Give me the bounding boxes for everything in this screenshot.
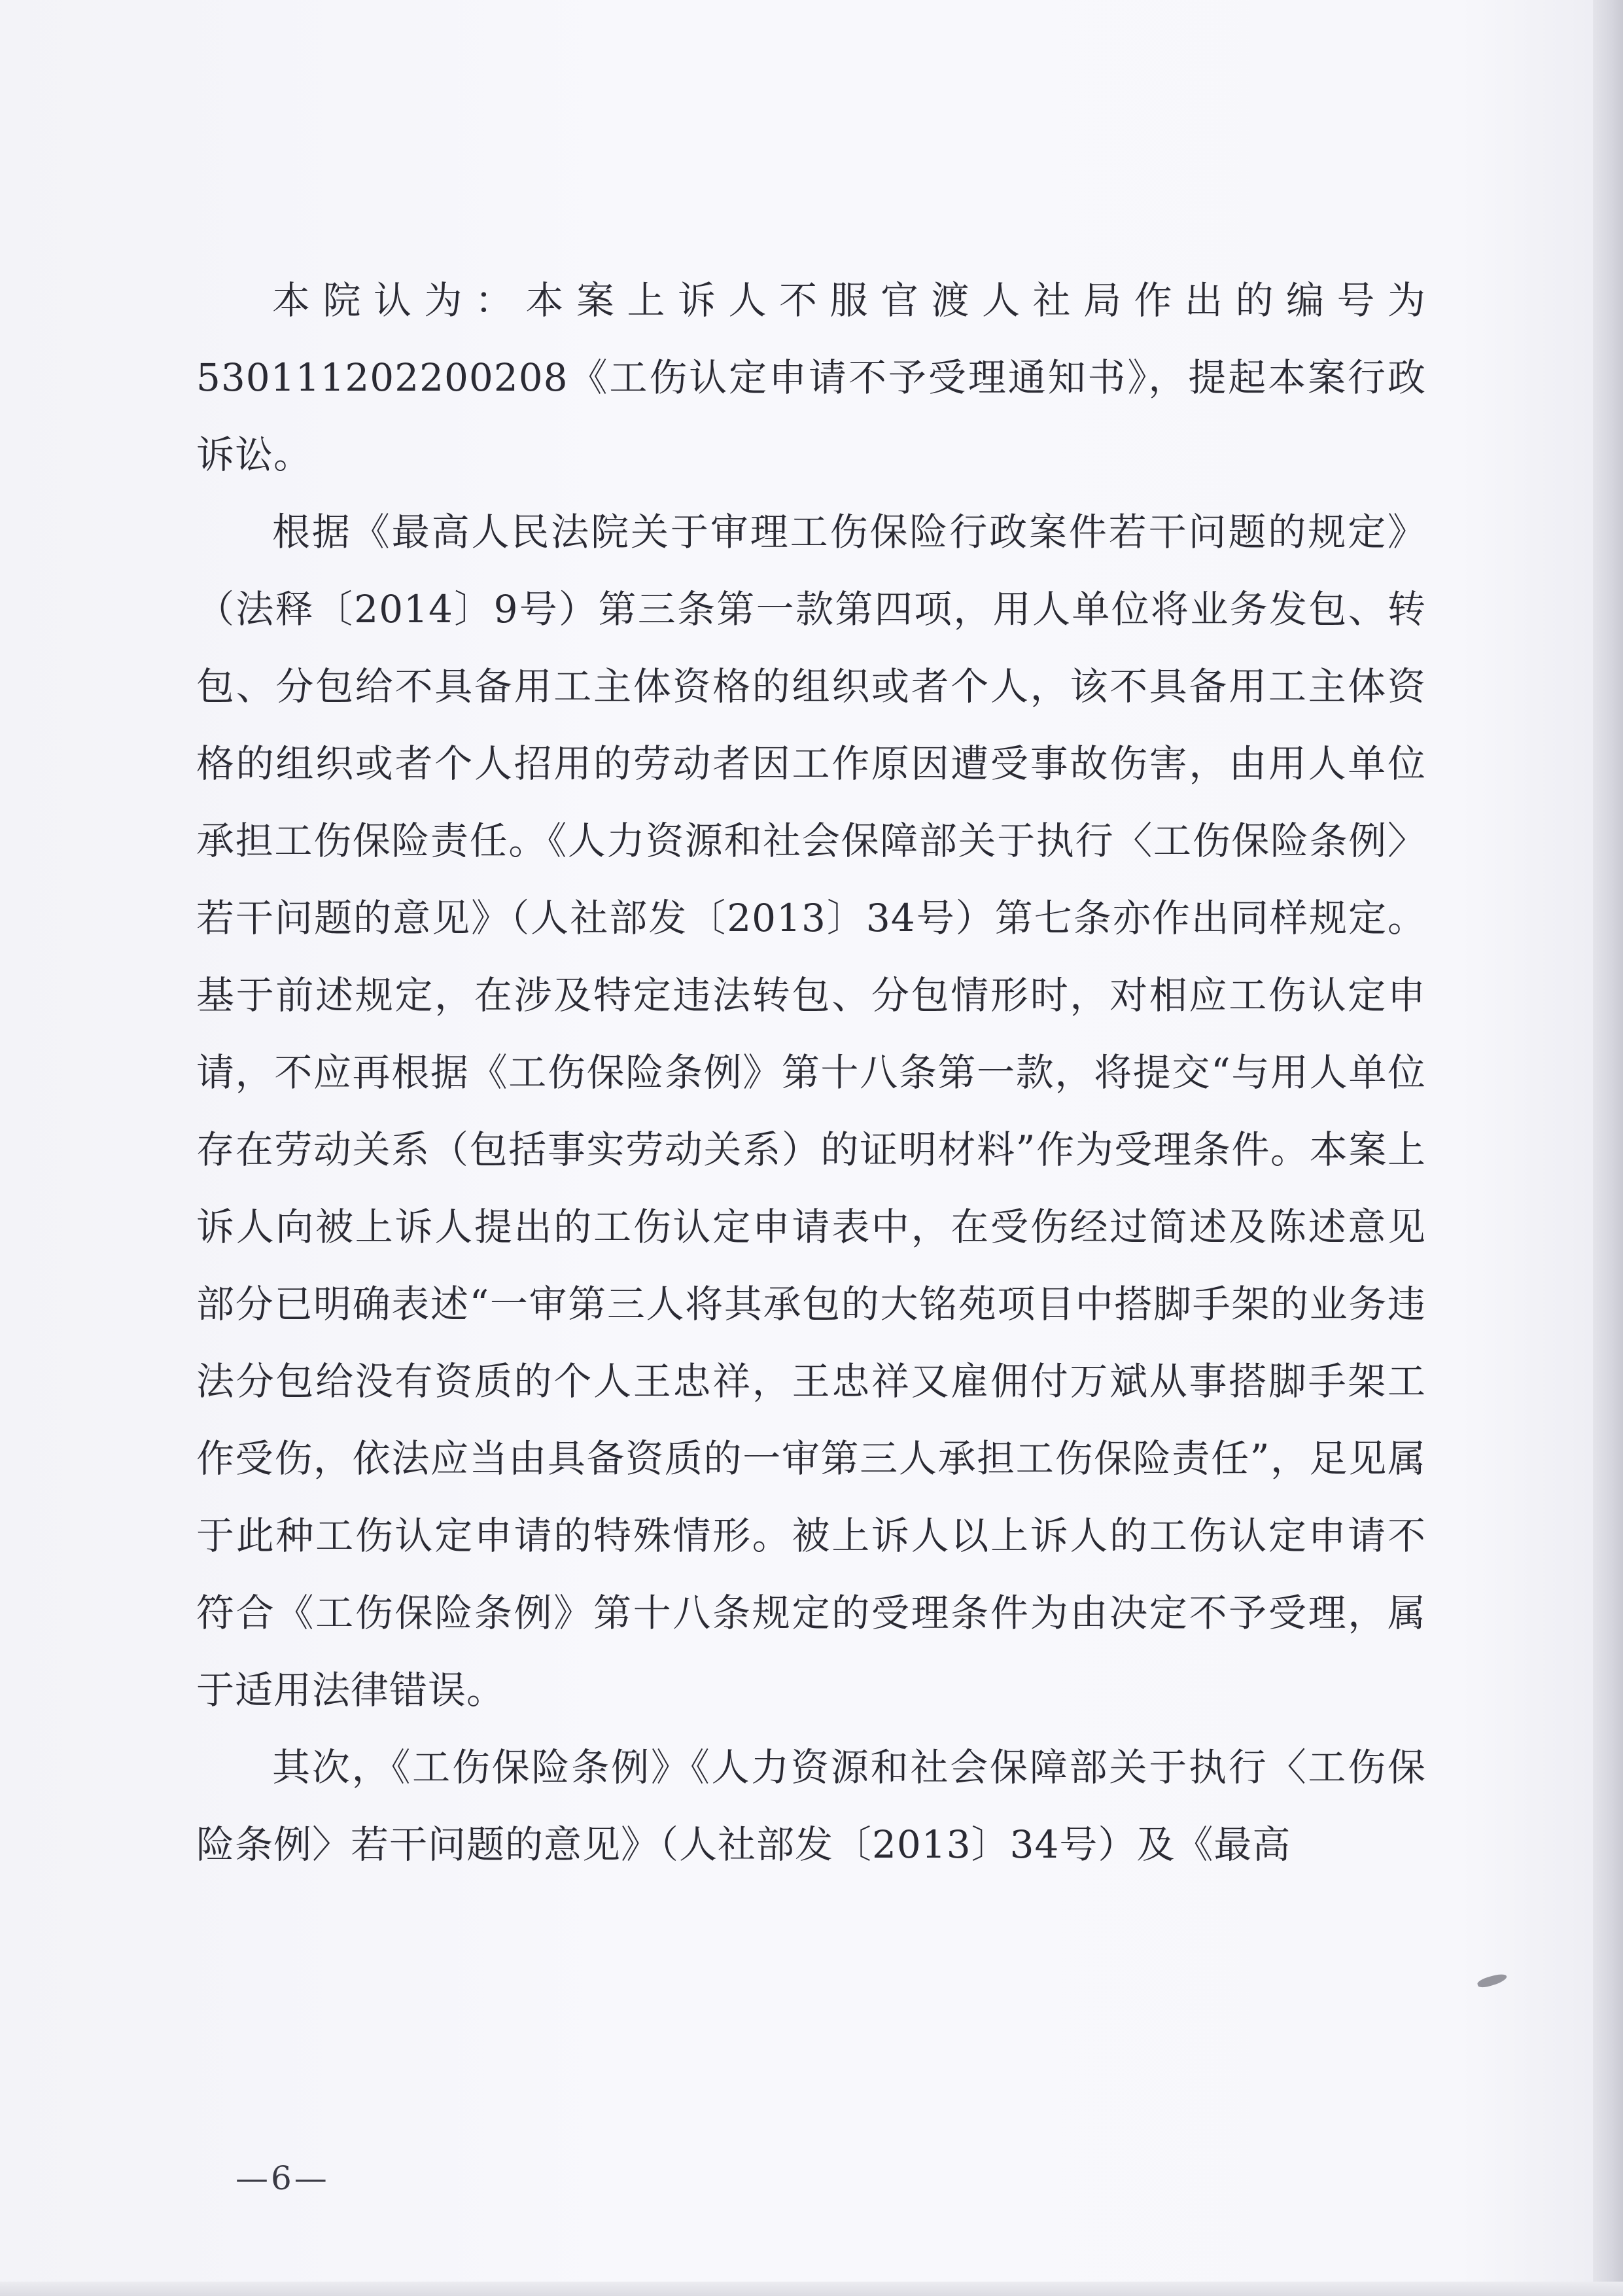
scan-speck [1476,1971,1508,1990]
page-edge-shadow [1593,0,1623,2296]
page-bottom-edge [0,2282,1623,2296]
paragraph-court-opinion: 本院认为：本案上诉人不服官渡人社局作出的编号为530111202200208《工伤认定申请不予受理通知书》，提起本案行政诉讼。 [196,278,1426,477]
paragraph-secondly: 其次，《工伤保险条例》《人力资源和社会保障部关于执行〈工伤保险条例〉若干问题的意见》（人社部发〔2013〕34号）及《最高 [196,1745,1426,1867]
paragraph-legal-basis: 根据《最高人民法院关于审理工伤保险行政案件若干问题的规定》（法释〔2014〕9号）第三条第一款第四项，用人单位将业务发包、转包、分包给不具备用工主体资格的组织或者个人，该不具备用工主体资格的组织或者个人招用的劳动者因工作原因遭受事故伤害，由用人单位承担工伤保险责任。《人力资源和社会保障部关于执行〈工伤保险条例〉若干问题的意见》（人社部发〔2013〕34号）第七条亦作出同样规定。基于前述规定，在涉及特定违法转包、分包情形时，对相应工伤认定申请，不应再根据《工伤保险条例》第十八条第一款，将提交“与用人单位存在劳动关系（包括事实劳动关系）的证明材料”作为受理条件。本案上诉人向被上诉人提出的工伤认定申请表中，在受伤经过简述及陈述意见部分已明确表述“一审第三人将其承包的大铭苑项目中搭脚手架的业务违法分包给没有资质的个人王忠祥，王忠祥又雇佣付万斌从事搭脚手架工作受伤，依法应当由具备资质的一审第三人承担工伤保险责任”，足见属于此种工伤认定申请的特殊情形。被上诉人以上诉人的工伤认定申请不符合《工伤保险条例》第十八条规定的受理条件为由决定不予受理，属于适用法律错误。 [196,510,1426,1712]
page-number: —6— [236,2159,330,2197]
document-body [196,262,1426,1883]
